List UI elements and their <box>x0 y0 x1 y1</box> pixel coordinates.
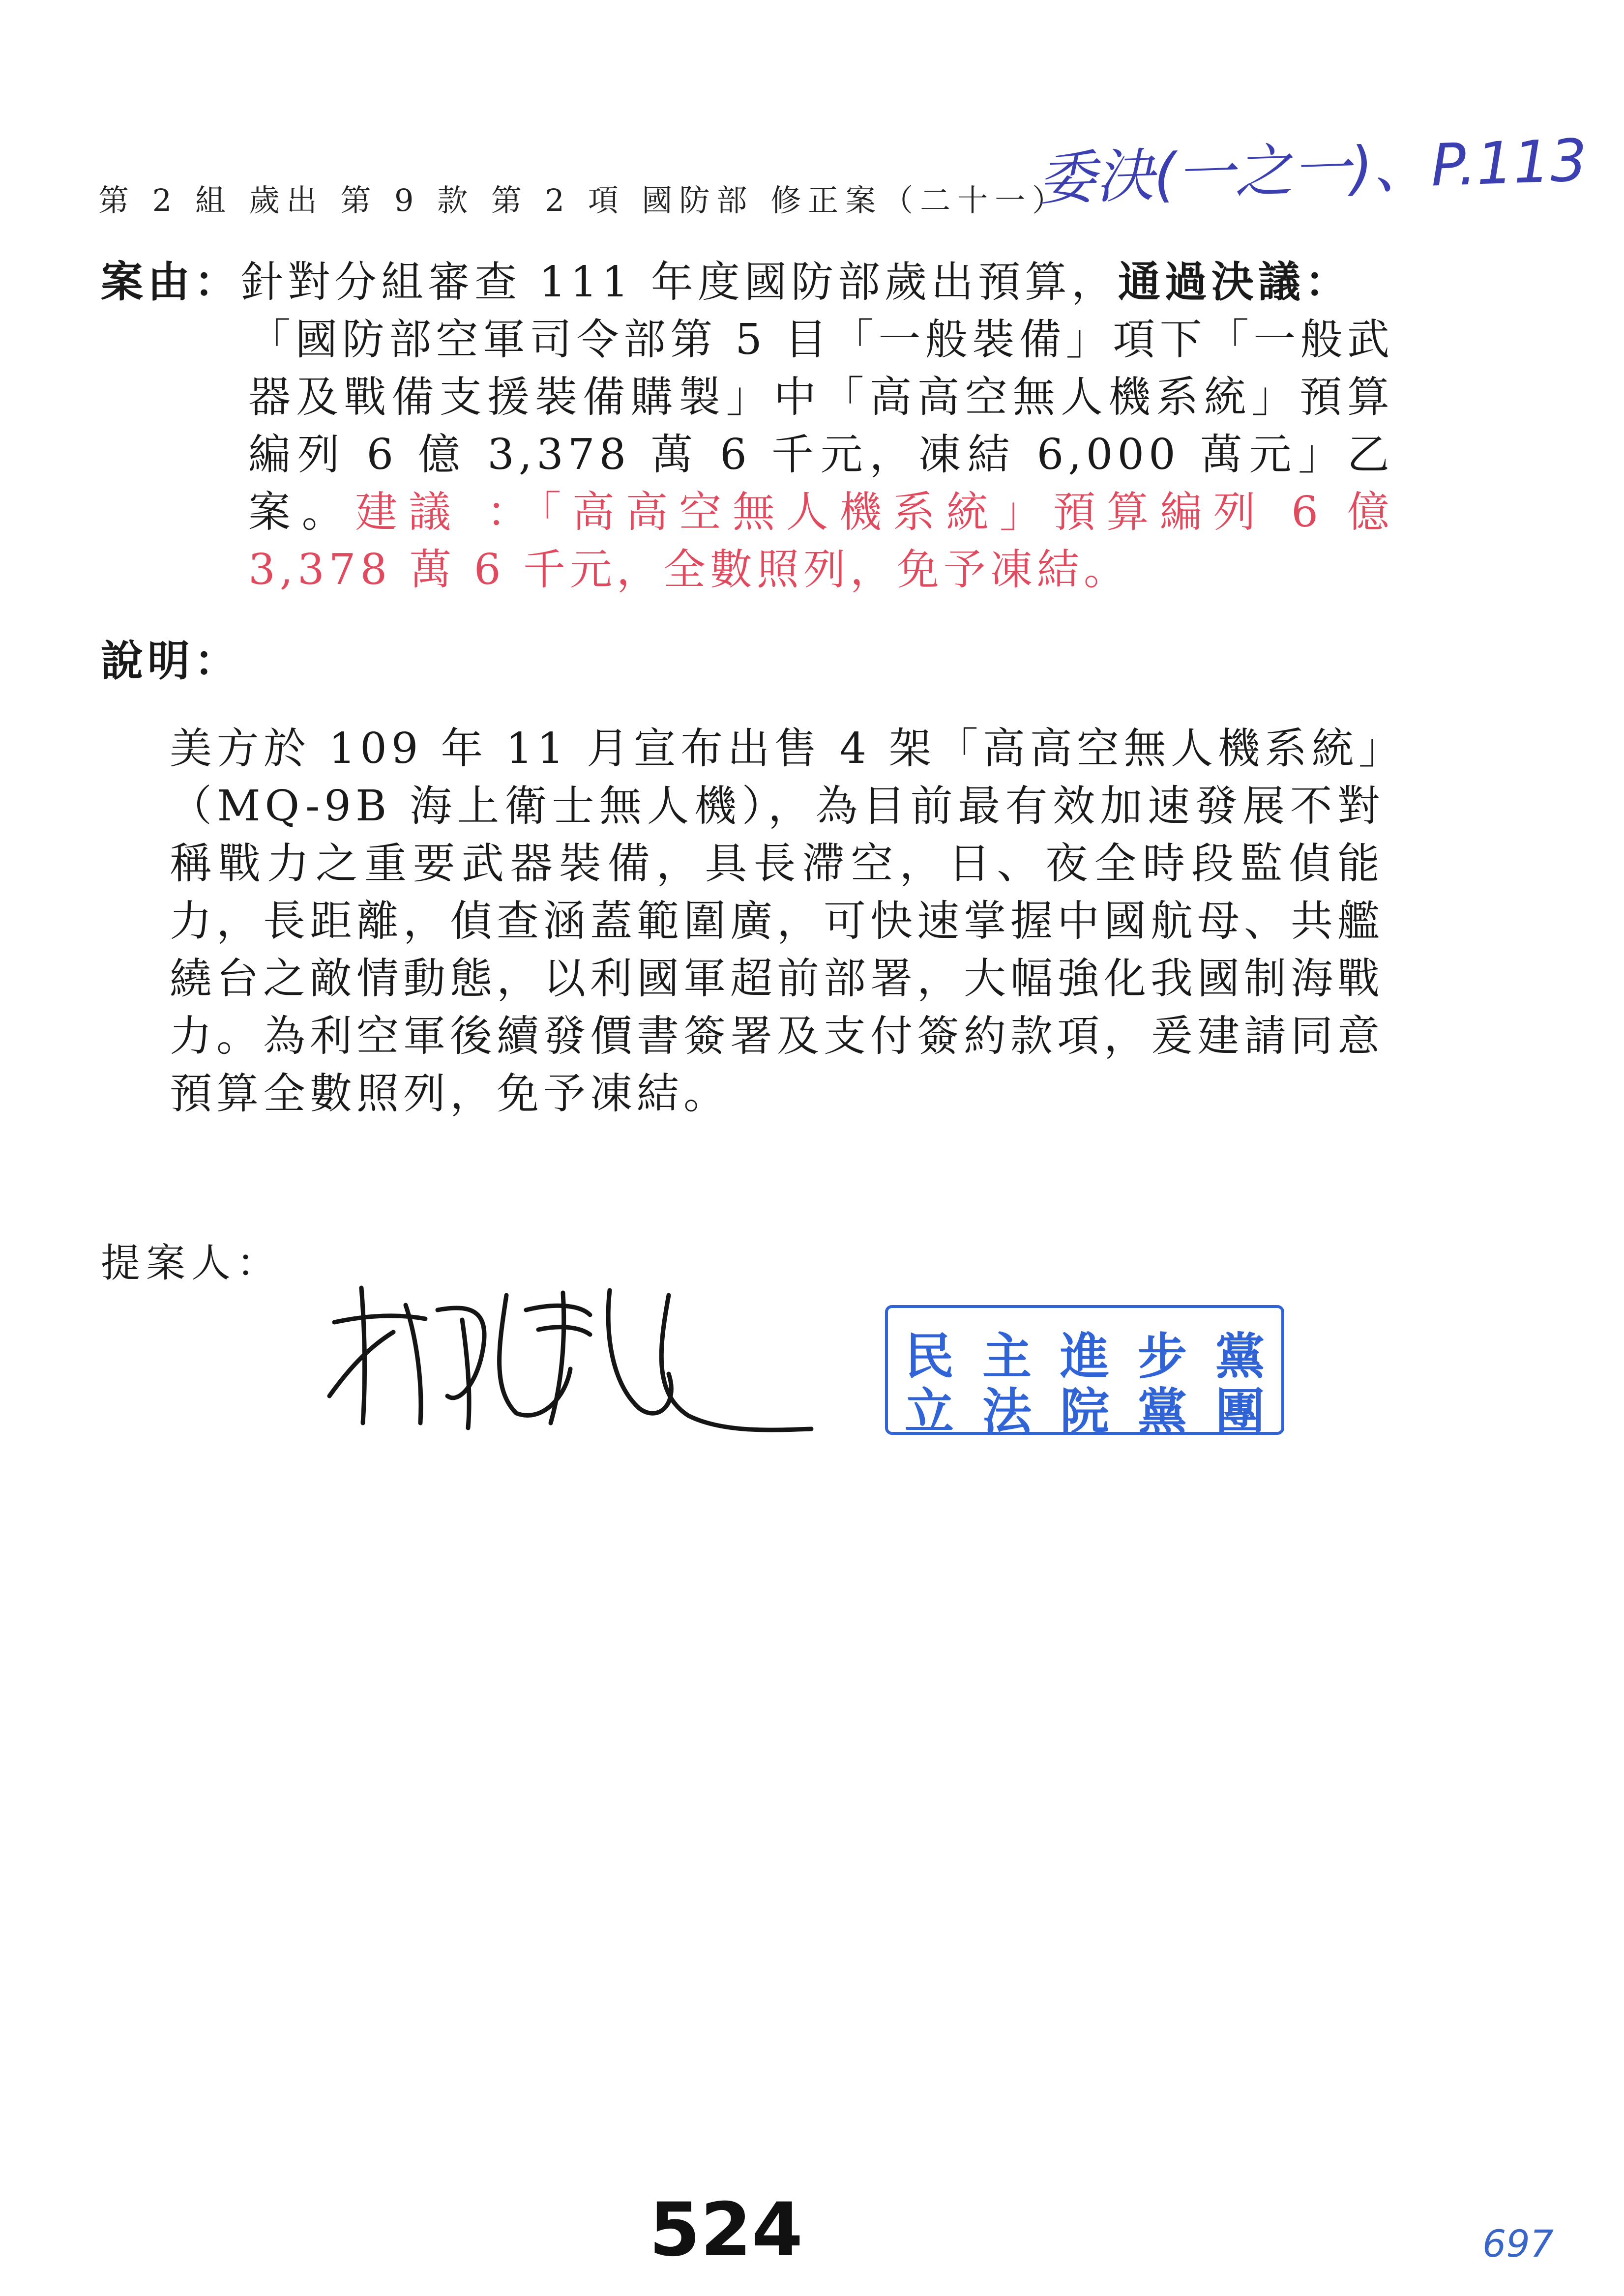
recommendation-text: 建議 ：「高高空無人機系統」預算編列 6 億 3,378 萬 6 千元，全數照列，免予凍結。 <box>248 488 1394 594</box>
explanation-body: 美方於 109 年 11 月宣布出售 4 架「高高空無人機系統」（MQ-9B 海上衛士無人機），為目前最有效加速發展不對稱戰力之重要武器裝備，具長滯空，日、夜全時段監偵能力，長距離，偵查涵蓋範圍廣，可快速掌握中國航母、共艦繞台之敵情動態，以利國軍超前部署，大幅強化我國制海戰力。為利空軍後續發價書簽署及支付簽約款項，爰建請同意預算全數照列，免予凍結。 <box>170 724 1384 1118</box>
reason-body: 「國防部空軍司令部第 5 目「一般裝備」項下「一般武器及戰備支援裝備購製」中「高高空無人機系統」預算編列 6 億 3,378 萬 6 千元，凍結 6,000 萬元」乙案。 <box>248 315 1394 537</box>
party-caucus-seal <box>885 1305 1293 1440</box>
reason-lead-text: 針對分組審查 111 年度國防部歲出預算， <box>241 258 1118 307</box>
seal-row-2: 立法院黨團 <box>905 1382 1293 1440</box>
handwritten-reference-note: 委決(一之一)、P.113 <box>1036 126 1589 213</box>
proposer-label: 提案人： <box>101 1240 282 1286</box>
reason-section <box>101 253 1394 599</box>
reason-body-block <box>101 311 1394 599</box>
reason-label: 案由： <box>101 257 241 307</box>
stamped-page-number: 697 <box>1482 2222 1554 2266</box>
seal-row-1: 民主進步黨 <box>905 1327 1293 1385</box>
resolution-phrase: 通過決議： <box>1118 257 1352 307</box>
document-header: 第 2 組 歲出 第 9 款 第 2 項 國防部 修正案（二十一） <box>98 182 1070 218</box>
explanation-label: 說明： <box>101 636 241 686</box>
handwritten-page-number: 524 <box>649 2187 803 2273</box>
handwritten-signature <box>315 1276 821 1438</box>
